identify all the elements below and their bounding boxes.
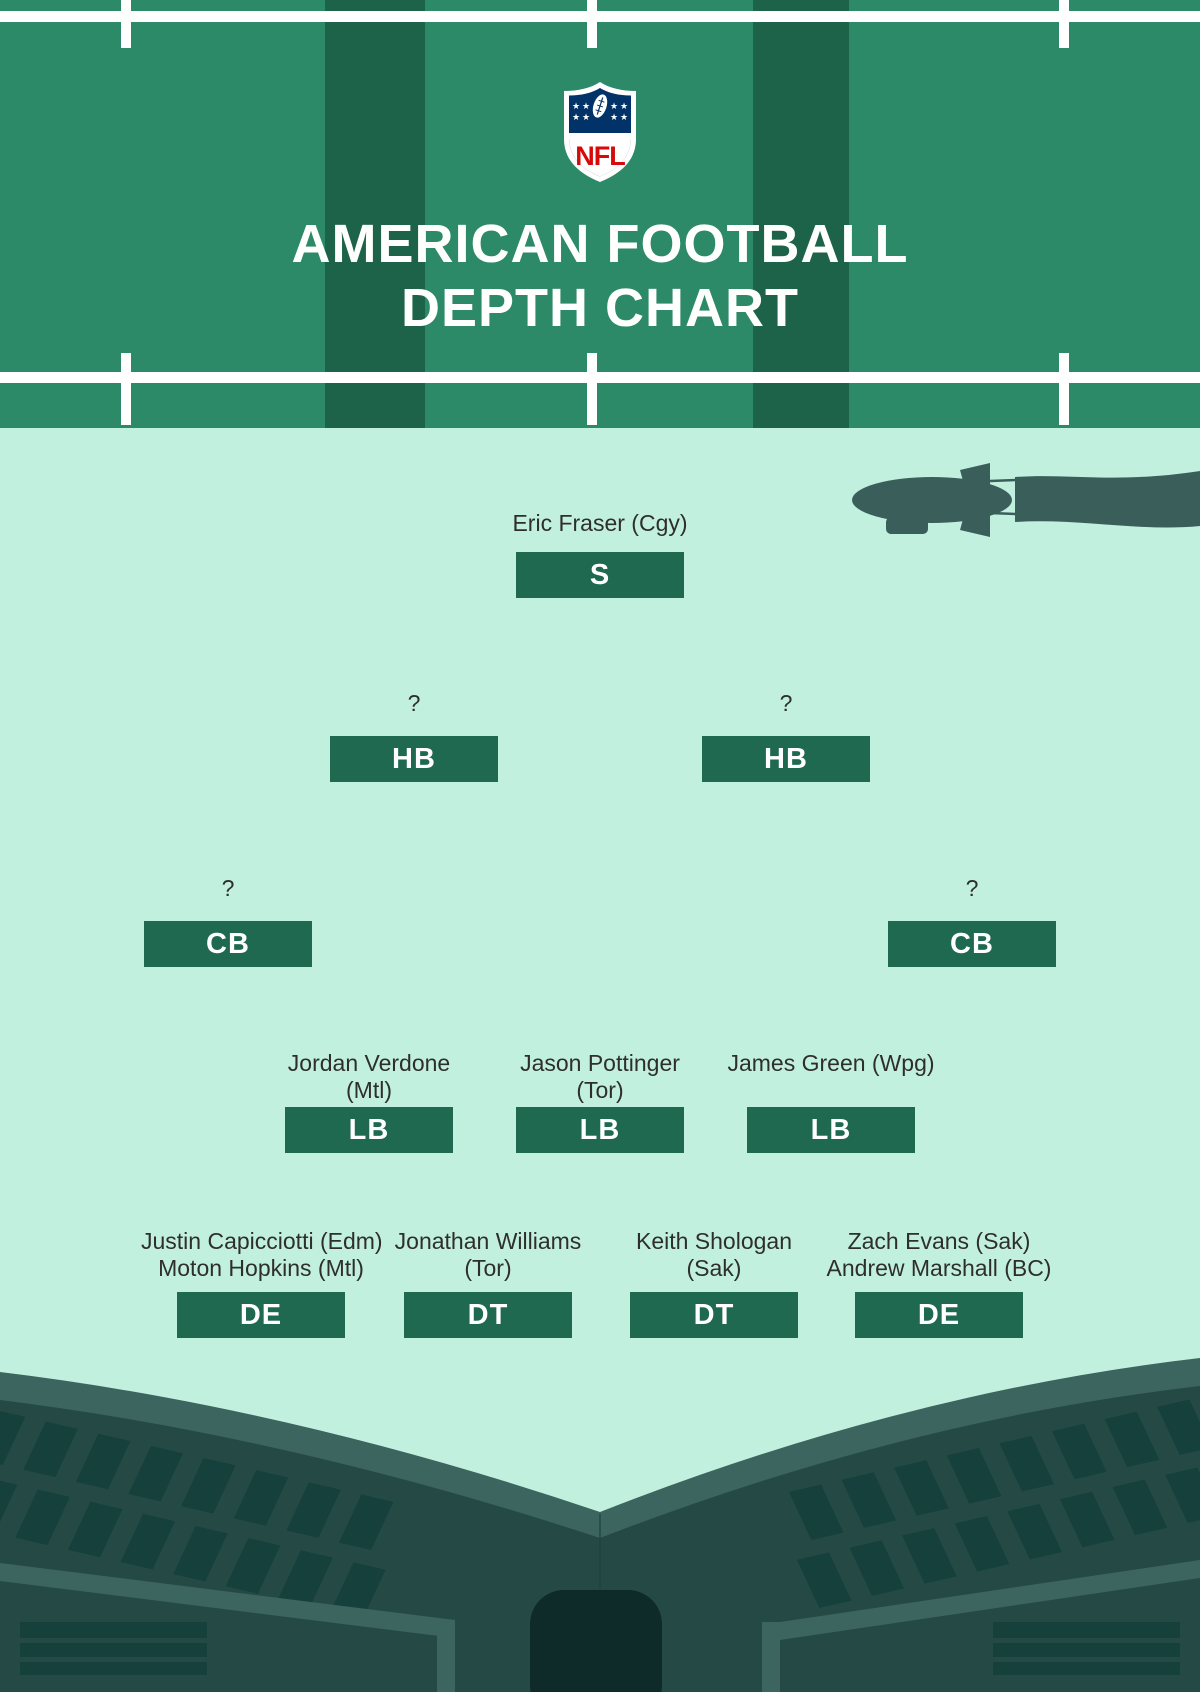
player-names bbox=[141, 1228, 381, 1292]
svg-text:★: ★ bbox=[581, 113, 591, 123]
position-label: S bbox=[589, 558, 611, 591]
player-name: ? bbox=[407, 690, 421, 716]
position-box-cb bbox=[144, 921, 312, 967]
hash-mark bbox=[121, 353, 131, 425]
position-linebacker-3 bbox=[711, 1050, 951, 1153]
position-defensive-end-right bbox=[819, 1228, 1059, 1338]
position-label: DT bbox=[467, 1298, 509, 1331]
player-name: Justin Capicciotti (Edm) bbox=[141, 1228, 383, 1254]
position-box-lb bbox=[747, 1107, 915, 1153]
towed-banner bbox=[1015, 471, 1200, 528]
svg-text:★: ★ bbox=[571, 102, 581, 112]
player-name: Jordan Verdone bbox=[287, 1050, 451, 1076]
hash-mark bbox=[121, 0, 131, 48]
player-names bbox=[249, 1050, 489, 1107]
svg-text:★: ★ bbox=[581, 102, 591, 112]
position-linebacker-2 bbox=[480, 1050, 720, 1153]
page-title bbox=[0, 212, 1200, 340]
position-label: DE bbox=[917, 1298, 961, 1331]
player-names bbox=[368, 1228, 608, 1292]
stadium-illustration bbox=[0, 1352, 1200, 1692]
blimp-gondola bbox=[886, 517, 928, 534]
blimp-banner-illustration bbox=[840, 460, 1200, 550]
position-label: LB bbox=[579, 1113, 621, 1146]
position-box-hb bbox=[702, 736, 870, 782]
position-cornerback-left bbox=[108, 875, 348, 967]
player-name: James Green (Wpg) bbox=[727, 1050, 935, 1076]
position-box-dt bbox=[404, 1292, 572, 1338]
bleacher-stripes-right bbox=[993, 1622, 1180, 1675]
player-names bbox=[852, 875, 1092, 921]
player-name: ? bbox=[779, 690, 793, 716]
svg-text:★: ★ bbox=[619, 113, 629, 123]
svg-text:★: ★ bbox=[619, 102, 629, 112]
position-box-de bbox=[855, 1292, 1023, 1338]
player-name: ? bbox=[965, 875, 979, 901]
player-names bbox=[594, 1228, 834, 1292]
position-label: CB bbox=[206, 927, 250, 960]
player-name: (Tor) bbox=[576, 1077, 624, 1103]
player-name: Jonathan Williams bbox=[394, 1228, 582, 1254]
hash-mark bbox=[587, 0, 597, 48]
position-halfback-right bbox=[666, 690, 906, 782]
player-names bbox=[480, 1050, 720, 1107]
position-cornerback-right bbox=[852, 875, 1092, 967]
position-label: HB bbox=[764, 742, 808, 775]
position-box-dt bbox=[630, 1292, 798, 1338]
player-name: Keith Shologan bbox=[635, 1228, 792, 1254]
nfl-logo-text: NFL bbox=[575, 141, 625, 171]
tunnel-entrance bbox=[530, 1590, 662, 1692]
position-label: LB bbox=[810, 1113, 852, 1146]
position-defensive-tackle-left bbox=[368, 1228, 608, 1338]
player-names bbox=[711, 1050, 951, 1107]
position-label: LB bbox=[348, 1113, 390, 1146]
svg-text:★: ★ bbox=[609, 113, 619, 123]
player-name: Eric Fraser (Cgy) bbox=[512, 510, 688, 536]
player-name: ? bbox=[221, 875, 235, 901]
yard-line bbox=[0, 11, 1200, 22]
player-names bbox=[108, 875, 348, 921]
player-name: (Sak) bbox=[686, 1255, 742, 1281]
hash-mark bbox=[1059, 0, 1069, 48]
bleacher-stripes-left bbox=[20, 1622, 207, 1675]
player-name: Moton Hopkins (Mtl) bbox=[158, 1255, 364, 1281]
nfl-logo-icon bbox=[557, 81, 643, 183]
hash-mark bbox=[1059, 353, 1069, 425]
svg-text:★: ★ bbox=[571, 113, 581, 123]
position-defensive-tackle-right bbox=[594, 1228, 834, 1338]
position-defensive-end-left bbox=[141, 1228, 381, 1338]
hash-mark bbox=[587, 353, 597, 425]
position-box-hb bbox=[330, 736, 498, 782]
position-halfback-left bbox=[294, 690, 534, 782]
title-line-1: AMERICAN FOOTBALL bbox=[291, 214, 909, 274]
position-label: DE bbox=[239, 1298, 283, 1331]
player-name: Andrew Marshall (BC) bbox=[826, 1255, 1052, 1281]
player-names bbox=[666, 690, 906, 736]
position-label: CB bbox=[950, 927, 994, 960]
position-label: HB bbox=[392, 742, 436, 775]
svg-text:★: ★ bbox=[609, 102, 619, 112]
field-header bbox=[0, 0, 1200, 428]
position-box-lb bbox=[516, 1107, 684, 1153]
player-name: Zach Evans (Sak) bbox=[847, 1228, 1031, 1254]
position-linebacker-1 bbox=[249, 1050, 489, 1153]
position-label: DT bbox=[693, 1298, 735, 1331]
position-box-cb bbox=[888, 921, 1056, 967]
player-name: (Tor) bbox=[464, 1255, 512, 1281]
position-box-lb bbox=[285, 1107, 453, 1153]
title-line-2: DEPTH CHART bbox=[401, 278, 799, 338]
player-names bbox=[819, 1228, 1059, 1292]
position-box-de bbox=[177, 1292, 345, 1338]
player-names bbox=[294, 690, 534, 736]
player-name: Jason Pottinger bbox=[520, 1050, 680, 1076]
player-name: (Mtl) bbox=[346, 1077, 392, 1103]
position-safety bbox=[480, 506, 720, 598]
player-names bbox=[480, 506, 720, 552]
yard-line bbox=[0, 372, 1200, 383]
position-box-s bbox=[516, 552, 684, 598]
